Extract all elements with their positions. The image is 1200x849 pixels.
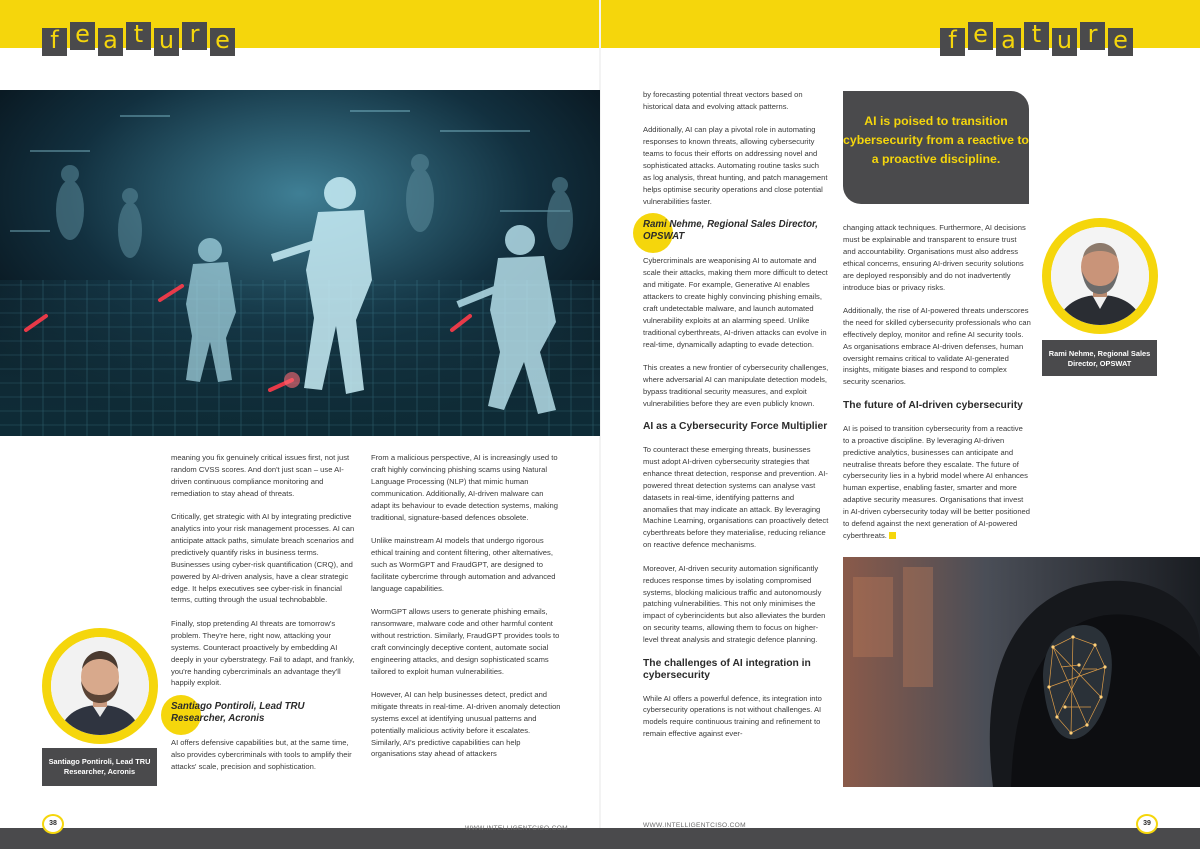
paragraph: WormGPT allows users to generate phishing emails, ransomware, malware code and other harmful content without restriction. Similarly, FraudGPT provides tools to craft convincingly deceptive content, automate social engineering attacks, and design sophisticated scams tailored to exploit human vulnerabilities. <box>371 606 560 676</box>
feature-letter: a <box>98 28 123 56</box>
end-mark-icon <box>889 532 896 539</box>
portrait-santiago <box>42 628 158 744</box>
quote-attribution-rami <box>643 219 829 243</box>
paragraph: From a malicious perspective, AI is increasingly used to craft highly convincing phishing scams using Natural Language Processing (NLP) that mimic human communication. Additionally, AI-driven malware can adapt its behaviour to evade detection systems, making traditional, signature-based defences obsolete. <box>371 453 558 522</box>
quote-attribution-santiago <box>171 701 356 725</box>
page-number-right: 39 <box>1136 814 1158 834</box>
feature-letter: e <box>70 22 95 50</box>
feature-letter: t <box>126 22 151 50</box>
hero-image-digital-soldiers <box>0 90 600 436</box>
hooded-figure-image <box>843 557 1200 787</box>
feature-letter: e <box>1108 28 1133 56</box>
paragraph-text: AI is poised to transition cybersecurity from a reactive to a proactive discipline. By leveraging AI-driven predictive analytics, businesses can anticipate and neutralise threats before they escalate. The future of cybersecurity lies in a hybrid model where AI enhances human expertise, enabling faster, smarter and more adaptive security measures. Organisations that invest in AI-driven cybersecurity today will be better positioned to defend against the next generation of AI-powered cyberthreats. <box>843 423 1030 540</box>
paragraph: AI offers defensive capabilities but, at the same time, also provides cybercriminals with tools to amplify their attacks' scale, precision and sophistication. <box>171 737 352 771</box>
feature-letter: e <box>210 28 235 56</box>
paragraph: However, AI can help businesses detect, predict and mitigate threats in real-time. AI-driven anomaly detection systems excel at identifying unusual patterns and potentially malicious activity before it escalates. Similarly, AI's predictive capabilities can help organisations stay ahead of attackers <box>371 689 561 759</box>
article-column-2 <box>371 452 561 772</box>
paragraph: This creates a new frontier of cybersecurity challenges, where adversarial AI can manipulate detection models, bypass traditional security measures, and exploit vulnerabilities before they are even publicly known. <box>643 362 829 408</box>
section-heading: AI as a Cybersecurity Force Multiplier <box>643 421 828 433</box>
paragraph: Finally, stop pretending AI threats are tomorrow's problem. They're here, right now, attacking your systems. Counteract proactively by embedding AI deeply in your cyberstrategy. Fail to adapt, and frankly, you're handing cybercriminals an advantage they'll happily exploit. <box>171 618 355 688</box>
feature-letter: r <box>1080 22 1105 50</box>
attribution-text: Santiago Pontiroli, Lead TRU Researcher, Acronis <box>171 700 305 724</box>
portrait-rami <box>1042 218 1158 334</box>
paragraph <box>843 423 1031 542</box>
feature-letter: u <box>1052 28 1077 56</box>
paragraph: Moreover, AI-driven security automation significantly reduces response times by isolating compromised systems, blocking malicious traffic and autonomously patching vulnerabilities. This not only minimises the impact of cyberincidents but also alleviates the burden on security teams, allowing them to focus on higher-level threat analysis and strategic defence planning. <box>643 563 826 645</box>
paragraph: by forecasting potential threat vectors based on historical data and evolving attack patterns. <box>643 90 803 111</box>
footer-url-right[interactable]: WWW.INTELLIGENTCISO.COM <box>643 822 746 829</box>
paragraph: Cybercriminals are weaponising AI to automate and scale their attacks, making them more difficult to detect and mitigate. For example, Generative AI enables attackers to create highly convincing phishing emails, craft undetectable malware, and launch automated vulnerability exploits at an alarming speed. Unlike traditional cyberthreats, AI-driven attacks can evolve in real-time, dynamically adapting to evade detection. <box>643 256 828 349</box>
paragraph: While AI offers a powerful defence, its integration into cybersecurity operations is not without challenges. AI models require continuous training and refinement to remain effective against ever- <box>643 693 822 739</box>
feature-header-left <box>42 20 235 60</box>
page-number-left: 38 <box>42 814 64 834</box>
feature-letter: e <box>968 22 993 50</box>
feature-header-right <box>940 20 1133 60</box>
attribution-text: Rami Nehme, Regional Sales Director, OPSWAT <box>643 219 818 243</box>
paragraph: Additionally, AI can play a pivotal role in automating responses to known threats, allowing cybersecurity teams to focus their efforts on addressing novel and sophisticated attacks. Automating routine tasks such as log analysis, threat hunting, and patch management helps optimise security operations and close potential vulnerabilities faster. <box>643 125 828 206</box>
feature-letter: a <box>996 28 1021 56</box>
feature-letter: t <box>1024 22 1049 50</box>
footer-url-left[interactable]: WWW.INTELLIGENTCISO.COM <box>465 825 568 832</box>
paragraph: changing attack techniques. Furthermore, AI decisions must be explainable and transparent to ensure trust and accountability. Organisations must also address ethical concerns, ensuring AI-driven security solutions are deployed responsibly and do not inadvertently introduce bias or privacy risks. <box>843 223 1026 292</box>
section-heading: The future of AI-driven cybersecurity <box>843 399 1023 411</box>
caption-santiago: Santiago Pontiroli, Lead TRU Researcher, Acronis <box>42 748 157 786</box>
feature-letter: r <box>182 22 207 50</box>
paragraph: Critically, get strategic with AI by integrating predictive analytics into your risk management processes. AI can anticipate attack paths, simulate breach scenarios and predictively quantify risks in business terms. Businesses using cyber-risk quantification (CRQ), and powered by AI-driven analysis, have a clear strategic edge. It helps executives see cyber-risk in financial terms, cutting through the usual technobabble. <box>171 512 355 605</box>
article-column-1 <box>171 452 356 784</box>
pull-quote: AI is poised to transition cybersecurity from a reactive to a proactive discipline. <box>843 91 1029 204</box>
article-column-4 <box>843 222 1031 553</box>
headshot-image <box>1051 227 1149 325</box>
feature-letter: f <box>940 28 965 56</box>
feature-letter: u <box>154 28 179 56</box>
paragraph: Additionally, the rise of AI-powered threats underscores the need for skilled cybersecurity professionals who can effectively deploy, monitor and refine AI security tools. As organisations embrace AI-driven defenses, human oversight remains critical to validate AI-generated insights, mitigate biases and respond to complex security scenarios. <box>843 305 1031 387</box>
article-column-3 <box>643 89 829 752</box>
caption-rami: Rami Nehme, Regional Sales Director, OPSWAT <box>1042 340 1157 376</box>
paragraph: Unlike mainstream AI models that undergo rigorous ethical training and content filtering, other alternatives, such as WormGPT and FraudGPT, are designed to facilitate cybercrime through automation and advanced language capabilities. <box>371 535 556 593</box>
headshot-image <box>51 637 149 735</box>
section-heading: The challenges of AI integration in cybersecurity <box>643 657 811 681</box>
footer-bar <box>0 828 1200 849</box>
paragraph: meaning you fix genuinely critical issues first, not just random CVSS scores. And don't just scan – use AI-driven continuous compliance monitoring and remediation to stay ahead of threats. <box>171 453 350 498</box>
feature-letter: f <box>42 28 67 56</box>
paragraph: To counteract these emerging threats, businesses must adopt AI-driven cybersecurity strategies that enhance threat detection, response and prevention. AI-powered threat detection systems can analyse vast datasets in real-time, identifying patterns and anomalies that may indicate an attack. By leveraging Machine Learning, organisations can proactively detect cyberthreats before they materialise, reducing reliance on reactive defence mechanisms. <box>643 445 829 550</box>
